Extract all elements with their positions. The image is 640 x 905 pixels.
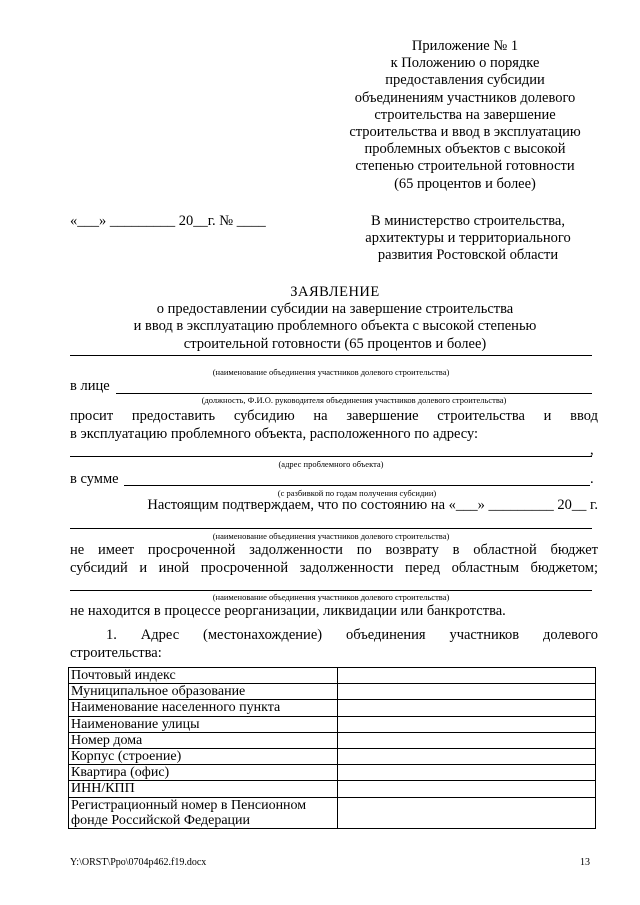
- in-person-label: в лице: [70, 378, 110, 394]
- document-title: [70, 284, 600, 353]
- table-row: [69, 684, 596, 700]
- table-row: [69, 781, 596, 797]
- table-row: [69, 748, 596, 764]
- table-cell-value[interactable]: [338, 748, 596, 764]
- table-row: [69, 797, 596, 828]
- amount-caption: (с разбивкой по годам получения субсидии): [277, 488, 437, 498]
- page-number: 13: [580, 857, 590, 868]
- object-address-field[interactable]: [70, 456, 592, 457]
- title-heading: ЗАЯВЛЕНИЕ: [290, 284, 380, 300]
- table-cell-value[interactable]: [338, 781, 596, 797]
- confirm-line: Настоящим подтверждаем, что по состоянию на «___» _________ 20__ г.: [147, 497, 598, 513]
- appendix-line: предоставления субсидии: [385, 72, 545, 89]
- section1-heading-cont: строительства:: [70, 645, 162, 661]
- association-name-caption-2: (наименование объединения участников долевого строительства): [212, 531, 450, 541]
- table-cell-label: Квартира (офис): [69, 765, 338, 781]
- addressee-block: [348, 213, 588, 265]
- table-cell-value[interactable]: [338, 716, 596, 732]
- amount-label: в сумме: [70, 471, 119, 487]
- date-number-field[interactable]: «___» _________ 20__г. № ____: [70, 213, 266, 229]
- association-name-field[interactable]: [70, 355, 592, 356]
- table-cell-label: Почтовый индекс: [69, 668, 338, 684]
- section1-heading: 1. Адрес (местонахождение) объединения участников долевого: [106, 627, 598, 643]
- table-cell-label: Наименование улицы: [69, 716, 338, 732]
- appendix-line: (65 процентов и более): [394, 175, 536, 192]
- address-comma: ,: [590, 442, 594, 458]
- representative-caption: (должность, Ф.И.О. руководителя объединения участников долевого строительства): [201, 395, 507, 405]
- table-row: [69, 668, 596, 684]
- table-row: [69, 765, 596, 781]
- table-cell-value[interactable]: [338, 684, 596, 700]
- addressee-line: архитектуры и территориального: [365, 230, 571, 247]
- table-row: [69, 700, 596, 716]
- association-name-field-3[interactable]: [70, 590, 592, 591]
- no-debt-line: не имеет просроченной задолженности по возврату в областной бюджет: [70, 542, 598, 558]
- table-row: [69, 716, 596, 732]
- representative-field[interactable]: [116, 393, 592, 394]
- table-cell-label: Номер дома: [69, 732, 338, 748]
- association-name-field-2[interactable]: [70, 528, 592, 529]
- association-name-caption: (наименование объединения участников долевого строительства): [212, 367, 450, 377]
- appendix-block: [330, 38, 600, 193]
- table-cell-label-line: фонде Российской Федерации: [71, 812, 251, 828]
- title-line: о предоставлении субсидии на завершение строительства: [156, 301, 514, 318]
- table-cell-label-line: Регистрационный номер в Пенсионном: [71, 797, 307, 813]
- table-cell-value[interactable]: [338, 797, 596, 828]
- table-cell-value[interactable]: [338, 732, 596, 748]
- amount-field[interactable]: [124, 485, 590, 486]
- table-cell-label: [69, 797, 338, 828]
- addressee-line: развития Ростовской области: [377, 247, 559, 264]
- table-cell-label: Корпус (строение): [69, 748, 338, 764]
- addressee-line: В министерство строительства,: [371, 213, 565, 229]
- object-address-caption: (адрес проблемного объекта): [278, 459, 384, 469]
- table-cell-label: Наименование населенного пункта: [69, 700, 338, 716]
- request-line: просит предоставить субсидию на завершение строительства и ввод: [70, 408, 598, 424]
- association-name-caption-3: (наименование объединения участников долевого строительства): [212, 592, 450, 602]
- amount-period: .: [590, 471, 594, 487]
- appendix-line: степенью строительной готовности: [355, 158, 575, 175]
- title-line: строительной готовности (65 процентов и более): [183, 335, 487, 352]
- request-line: в эксплуатацию проблемного объекта, расположенного по адресу:: [70, 426, 479, 442]
- not-in-process-line: не находится в процессе реорганизации, ликвидации или банкротства.: [70, 603, 506, 619]
- appendix-line: к Положению о порядке: [390, 55, 540, 72]
- appendix-line: строительства и ввод в эксплуатацию: [349, 124, 581, 141]
- table-cell-label: ИНН/КПП: [69, 781, 338, 797]
- appendix-line: проблемных объектов с высокой: [364, 141, 566, 158]
- table-cell-value[interactable]: [338, 668, 596, 684]
- table-cell-value[interactable]: [338, 700, 596, 716]
- appendix-line: Приложение № 1: [411, 38, 519, 54]
- table-cell-label: Муниципальное образование: [69, 684, 338, 700]
- appendix-line: объединениям участников долевого: [354, 89, 576, 106]
- title-line: и ввод в эксплуатацию проблемного объекта с высокой степенью: [133, 318, 537, 335]
- footer-file-path: Y:\ORST\Ppo\0704p462.f19.docx: [70, 857, 207, 868]
- address-table: [68, 667, 596, 829]
- appendix-line: строительства на завершение: [374, 106, 556, 123]
- table-row: [69, 732, 596, 748]
- no-debt-line: субсидий и иной просроченной задолженности перед областным бюджетом;: [70, 560, 598, 576]
- table-cell-value[interactable]: [338, 765, 596, 781]
